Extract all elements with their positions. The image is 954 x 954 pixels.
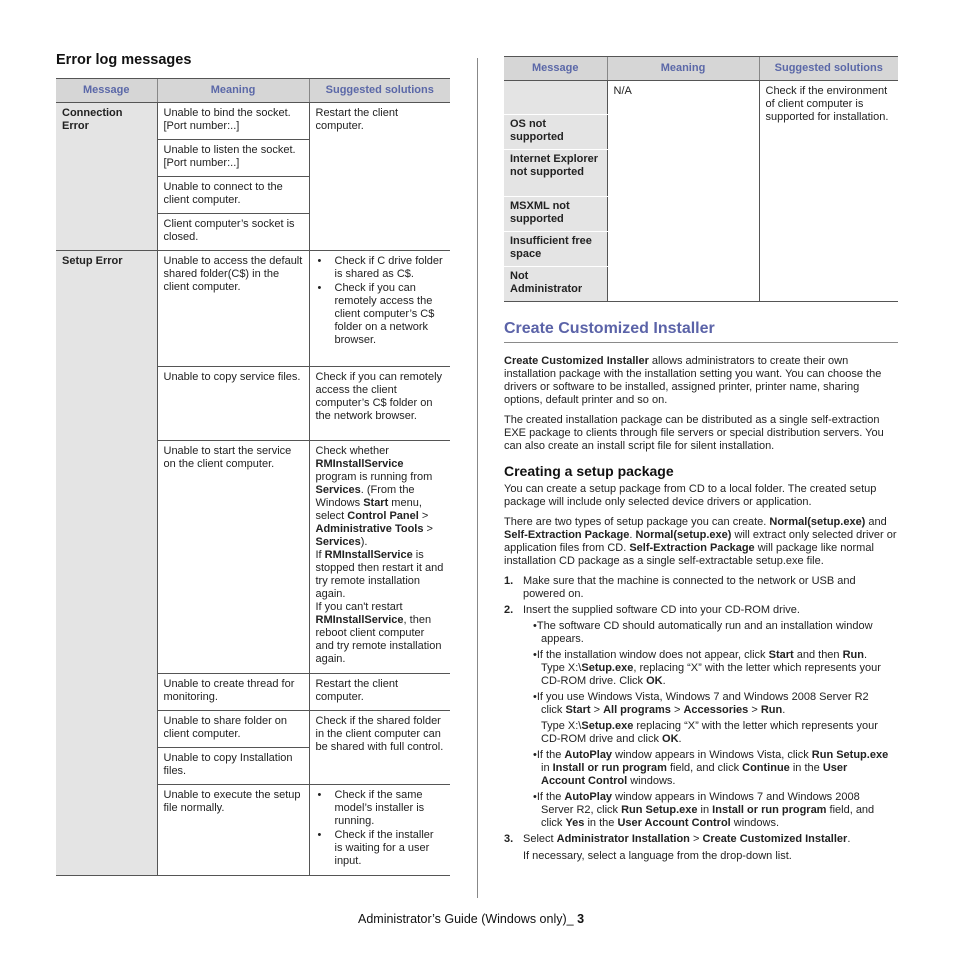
message-cell: Internet Explorer not supported [504,150,607,197]
meaning-cell: Unable to copy Installation files. [157,748,309,785]
subsection-title: Creating a setup package [504,463,674,479]
meaning-cell: Unable to bind the socket. [Port number:..] [157,103,309,140]
list-item-note: Type X:\Setup.exe replacing “X” with the letter which represents your CD-ROM drive and click OK. [541,720,878,745]
page-number: 3 [577,912,585,926]
list-item: • Check if the same model’s installer is running. [316,789,445,828]
table-header-row [56,79,450,103]
header-solutions: Suggested solutions [759,57,898,81]
list-item: •If you use Windows Vista, Windows 7 and Windows 2008 Server R2 click Start > All programs > Accessories > Run. Type X:\Setup.exe replacing “X” with the letter which represents your CD-ROM drive and click OK. [523,691,898,746]
message-cell: MSXML not supported [504,197,607,232]
header-solutions: Suggested solutions [309,79,450,103]
message-setup-error: Setup Error [56,251,157,876]
header-message: Message [56,79,157,103]
step-3: 3. Select Administrator Installation > Create Customized Installer. If necessary, select a language from the drop-down list. [504,833,898,863]
error-log-table [56,78,450,876]
list-item: •The software CD should automatically run and an installation window appears. [533,620,873,645]
solution-cell: Check if the shared folder in the client computer can be shared with full control. [309,711,450,785]
solution-cell [309,251,450,367]
meaning-cell: Unable to connect to the client computer. [157,177,309,214]
meaning-cell: Unable to create thread for monitoring. [157,674,309,711]
body-paragraph: There are two types of setup package you can create. Normal(setup.exe) and Self-Extraction Package. Normal(setup.exe) will extract only selected driver or application files from CD. Self-Extraction Package will package like normal installation CD package as a single self-extractable setup.exe file. [504,516,897,567]
header-message: Message [504,57,607,81]
header-meaning: Meaning [157,79,309,103]
list-item: • Check if the installer is waiting for a user input. [316,829,445,868]
solution-cell: Check if the environment of client computer is supported for installation. [759,81,898,302]
header-meaning: Meaning [607,57,759,81]
body-paragraph: You can create a setup package from CD to a local folder. The created setup package will include only selected device drivers or application. [504,483,877,508]
left-column [56,52,450,876]
meaning-cell: Client computer’s socket is closed. [157,214,309,251]
message-cell [504,81,607,115]
page-footer [358,913,584,926]
error-log-heading: Error log messages [56,52,192,68]
list-item: •If the installation window does not appear, click Start and then Run. Type X:\Setup.exe, replacing “X” with the letter which represents your CD-ROM drive. Click OK. [533,649,881,687]
solution-paragraph: If you can't restart RMInstallService, then reboot client computer and try remote installation again. [315,601,442,665]
solution-cell [309,785,450,876]
solution-cell [309,441,450,674]
meaning-cell: Unable to start the service on the client computer. [157,441,309,674]
solution-cell: Restart the client computer. [309,674,450,711]
list-item: •If the AutoPlay window appears in Windows Vista, click Run Setup.exe in Install or run program field, and click Continue in the User Account Control windows. [533,749,889,787]
error-log-table-continued [504,56,898,302]
table-row [504,81,898,115]
step-2: 2. Insert the supplied software CD into your CD-ROM drive. •The software CD should automatically run and an installation window appears. •If the installation window does not appear, click Start and then Run. Type X:\Setup.exe, replacing “X” with the letter which represents your CD-ROM drive. Click OK. •If you use Windows Vista, Windows 7 and Windows 2008 Server R2 click Start > All programs > Accessories > Run. Type X:\Setup.exe replacing “X” with the letter which represents your CD-ROM drive and click OK. •If the AutoPlay window appears in Windows Vista, click Run Setup.exe in Install or run program field, and click Continue in the User Account Control windows. •If the AutoPlay window appears in Windows 7 and Windows 2008 Server R2, click Run Setup.exe in Install or run program field, and click Yes in the User Account Control windows. [504,604,898,830]
meaning-cell: N/A [607,81,759,302]
intro-paragraph: Create Customized Installer allows administrators to create their own installation package with the installation setting you want. You can choose the drivers or software to be installed, assigned printer, printer name, sharing options, default printer and so on. [504,355,882,406]
footer-text: Administrator’s Guide (Windows only)_ [358,912,578,926]
solution-cell: Check if you can remotely access the client computer’s C$ folder on the network browser. [309,367,450,441]
solution-paragraph: Check whether RMInstallService program is running from Services. (From the Windows Start menu, select Control Panel > Administrative Tools > Services). [315,445,433,548]
table-row [56,251,450,367]
message-cell: Insufficient free space [504,232,607,267]
message-cell: Not Administrator [504,267,607,302]
section-title: Create Customized Installer [504,319,898,343]
column-divider [477,58,478,898]
list-item: •If the AutoPlay window appears in Windows 7 and Windows 2008 Server R2, click Run Setup.exe in Install or run program field, and click Yes in the User Account Control windows. [533,791,875,829]
table-row [56,103,450,140]
list-item: • Check if C drive folder is shared as C$. [316,255,445,281]
meaning-cell: Unable to listen the socket. [Port number:..] [157,140,309,177]
meaning-cell: Unable to copy service files. [157,367,309,441]
solution-paragraph: If RMInstallService is stopped then restart it and try remote installation again. [315,549,444,600]
message-connection-error: Connection Error [56,103,157,251]
solution-cell: Restart the client computer. [309,103,450,251]
meaning-cell: Unable to share folder on client computer. [157,711,309,748]
step-1: 1. Make sure that the machine is connected to the network or USB and powered on. [504,575,856,600]
body-paragraph: The created installation package can be distributed as a single self-extraction EXE package to clients through file servers or special distribution servers. You can also create an install script file for silent installation. [504,414,884,452]
meaning-cell: Unable to execute the setup file normally. [157,785,309,876]
step-note: If necessary, select a language from the drop-down list. [523,850,792,862]
right-column [504,56,898,866]
table-header-row [504,57,898,81]
message-cell: OS not supported [504,115,607,150]
list-item: • Check if you can remotely access the client computer’s C$ folder on a network browser. [316,282,445,347]
meaning-cell: Unable to access the default shared folder(C$) in the client computer. [157,251,309,367]
